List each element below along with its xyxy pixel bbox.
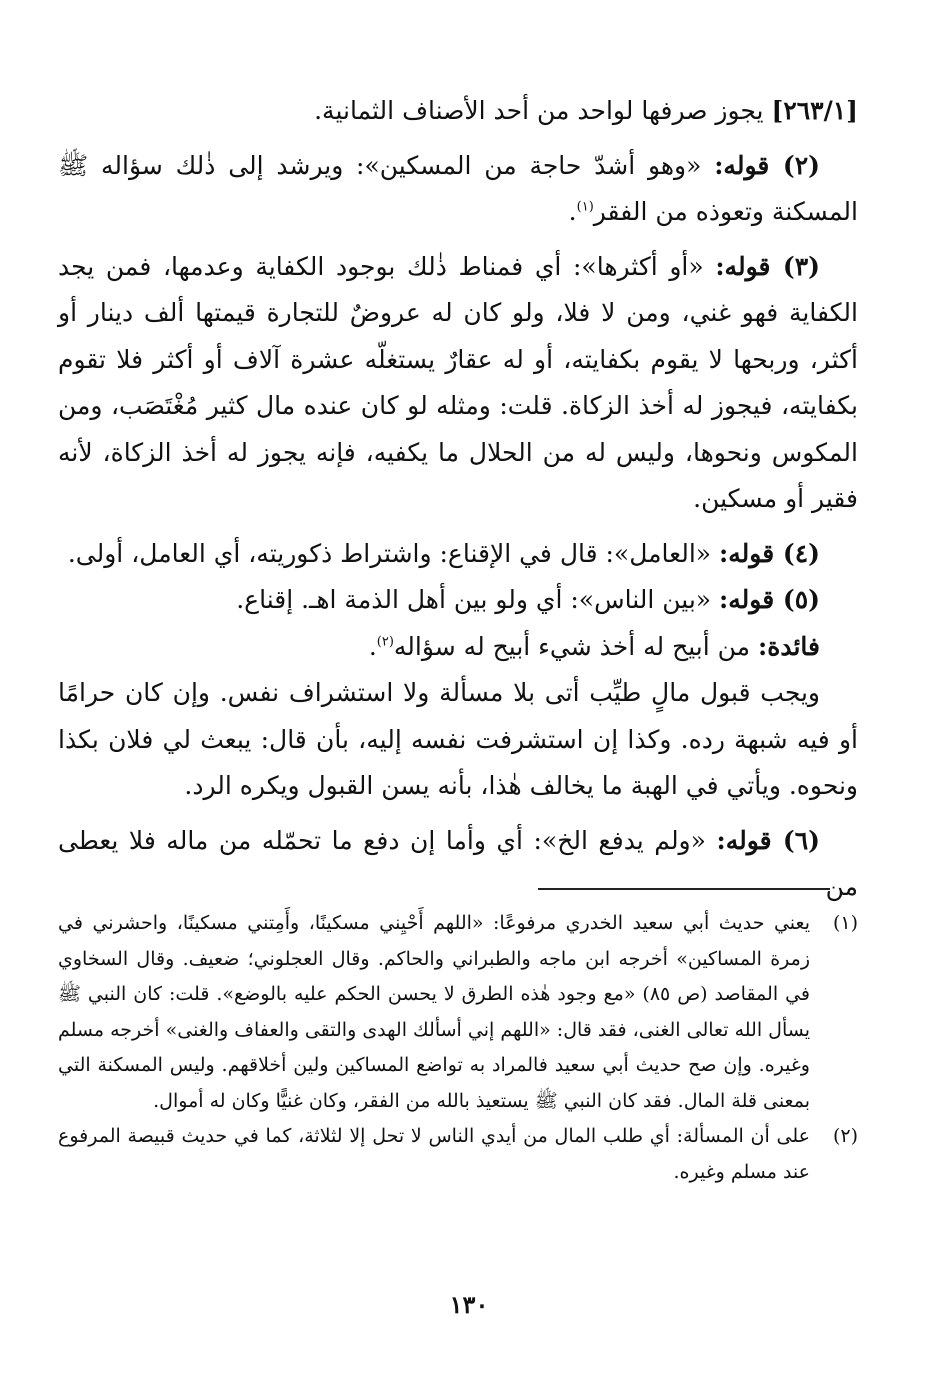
benefit-tail: . bbox=[368, 631, 377, 661]
benefit-note bbox=[58, 624, 858, 671]
comment-5 bbox=[58, 577, 858, 624]
comment-label: قوله: bbox=[715, 251, 783, 281]
footnote-ref-2[interactable]: (٢) bbox=[376, 634, 394, 650]
footnote-divider bbox=[538, 888, 830, 890]
footnote-number: (٢) bbox=[832, 1125, 858, 1147]
comment-label: قوله: bbox=[719, 538, 783, 568]
comment-6 bbox=[58, 818, 858, 911]
footnote-text: يعني حديث أبي سعيد الخدري مرفوعًا: «اللهم أَحْيِني مسكينًا، وأَمِتني مسكينًا، واحشرني في زمرة المساكين» أخرجه ابن ماجه والطبراني والحاكم. وقال العجلوني؛ ضعيف. وقال السخاوي في المقاصد (ص ٨٥) «مع وجود هٰذه الطرق لا يحسن الحكم عليه بالوضع». قلت: كان النبي ﷺ يسأل الله تعالى الغنى، فقد قال: «اللهم إني أسألك الهدى والتقى والعفاف والغنى» أخرجه مسلم وغيره. وإن صح حديث أبي سعيد فالمراد به تواضع المساكين ولين أخلاقهم. وليس المسكنة التي بمعنى قلة المال. فقد كان النبي ﷺ يستعيذ بالله من الفقر، وكان غنيًّا وكان له أموال. bbox=[58, 912, 810, 1112]
comment-number: (٤) bbox=[782, 538, 820, 568]
comment-number: (٦) bbox=[782, 825, 820, 855]
comment-text: «وهو أشدّ حاجة من المسكين»: ويرشد إلى ذٰلك سؤاله ﷺ المسكنة وتعوذه من الفقر bbox=[58, 150, 858, 226]
comment-text: «العامل»: قال في الإقناع: واشتراط ذكوريته، أي العامل، أولى. bbox=[67, 538, 720, 568]
comment-text: «بين الناس»: أي ولو بين أهل الذمة اهـ. إقناع. bbox=[236, 585, 720, 614]
comment-4 bbox=[58, 531, 858, 578]
main-text bbox=[58, 88, 858, 911]
comment-3 bbox=[58, 244, 858, 523]
paragraph-continuation bbox=[58, 88, 858, 135]
comment-number: (٣) bbox=[782, 251, 820, 281]
footnotes bbox=[58, 906, 858, 1190]
comment-text: «أو أكثرها»: أي فمناط ذٰلك بوجود الكفاية وعدمها، فمن يجد الكفاية فهو غني، ومن لا فلا، ولو كان له عروضٌ للتجارة قيمتها ألف دينار أو أكثر، وربحها لا يقوم بكفايته، أو له عقارٌ يستغلّه عشرة آلاف أو أكثر فلا تقوم بكفايته، فيجوز له أخذ الزكاة. قلت: ومثله لو كان عنده مال كثير مُغْتَصَب، ومن المكوس ونحوها، وليس له من الحلال ما يكفيه، فإنه يجوز له أخذ الزكاة، لأنه فقير أو مسكين. bbox=[58, 251, 858, 513]
page-reference: [٢٦٣/١] bbox=[771, 96, 858, 125]
footnote-2 bbox=[58, 1119, 858, 1190]
comment-2 bbox=[58, 143, 858, 236]
comment-label: قوله: bbox=[719, 585, 783, 614]
footnote-number: (١) bbox=[832, 912, 858, 934]
benefit-label: فائدة: bbox=[758, 631, 820, 661]
comment-label: قوله: bbox=[716, 825, 783, 855]
footnote-text: على أن المسألة: أي طلب المال من أيدي الناس لا تحل إلا لثلاثة، كما في حديث قبيصة المرفوع عند مسلم وغيره. bbox=[58, 1125, 810, 1183]
footnote-1 bbox=[58, 906, 858, 1119]
page-number: ١٣٠ bbox=[449, 1290, 489, 1319]
paragraph-acceptance bbox=[58, 670, 858, 810]
paragraph-text: ويجب قبول مالٍ طيِّب أتى بلا مسألة ولا استشراف نفس. وإن كان حرامًا أو فيه شبهة رده. وكذا إن استشرفت نفسه إليه، بأن قال: يبعث لي فلان بكذا ونحوه. ويأتي في الهبة ما يخالف هٰذا، بأنه يسن القبول ويكره الرد. bbox=[58, 678, 858, 800]
comment-label: قوله: bbox=[714, 150, 783, 180]
benefit-text: من أبيح له أخذ شيء أبيح له سؤاله bbox=[393, 631, 759, 661]
paragraph-text: يجوز صرفها لواحد من أحد الأصناف الثمانية. bbox=[314, 96, 772, 125]
comment-number: (٢) bbox=[782, 150, 820, 180]
comment-number: (٥) bbox=[782, 585, 820, 614]
footnote-ref-1[interactable]: (١) bbox=[576, 199, 594, 215]
comment-tail: . bbox=[568, 197, 577, 226]
comment-text: «ولم يدفع الخ»: أي وأما إن دفع ما تحمّله من ماله فلا يعطى من bbox=[58, 825, 858, 901]
